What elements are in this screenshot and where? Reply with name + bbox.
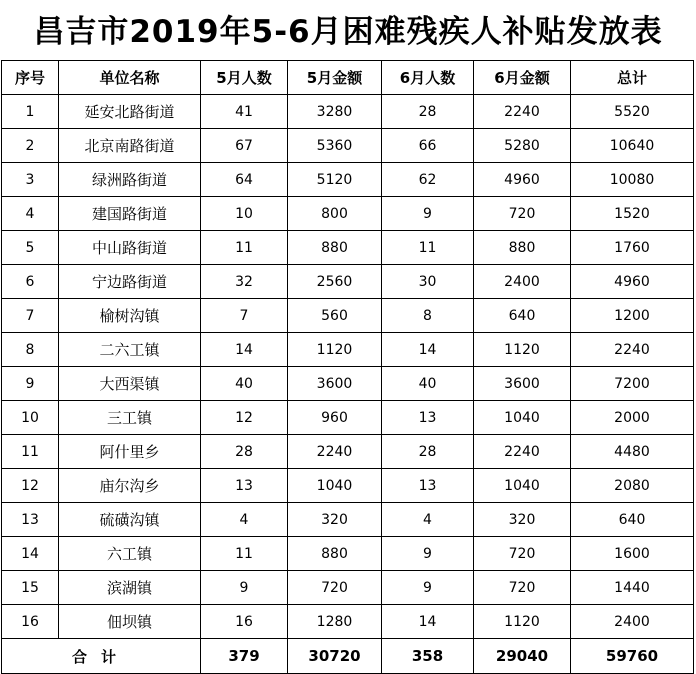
table-row: [2, 571, 694, 605]
row-may-amount: 2560: [288, 265, 382, 299]
row-jun-count: 9: [382, 571, 474, 605]
total-row: [2, 639, 694, 674]
row-jun-amount: 2240: [474, 95, 571, 129]
row-jun-count: 13: [382, 401, 474, 435]
row-unit-name: 北京南路街道: [59, 129, 201, 163]
row-may-amount: 720: [288, 571, 382, 605]
row-may-amount: 1120: [288, 333, 382, 367]
row-total: 640: [571, 503, 694, 537]
row-jun-amount: 720: [474, 197, 571, 231]
total-jun-count: 358: [382, 639, 474, 674]
header-jun-count: 6月人数: [382, 61, 474, 95]
row-total: 2000: [571, 401, 694, 435]
header-may-count: 5月人数: [201, 61, 288, 95]
table-row: [2, 197, 694, 231]
table-row: [2, 605, 694, 639]
row-jun-amount: 2240: [474, 435, 571, 469]
row-total: 1440: [571, 571, 694, 605]
row-total: 4960: [571, 265, 694, 299]
row-unit-name: 阿什里乡: [59, 435, 201, 469]
row-total: 5520: [571, 95, 694, 129]
row-jun-amount: 1040: [474, 401, 571, 435]
row-jun-count: 40: [382, 367, 474, 401]
header-unit-name: 单位名称: [59, 61, 201, 95]
row-jun-count: 8: [382, 299, 474, 333]
row-jun-count: 28: [382, 435, 474, 469]
table-row: [2, 163, 694, 197]
row-unit-name: 滨湖镇: [59, 571, 201, 605]
row-jun-amount: 1040: [474, 469, 571, 503]
row-jun-amount: 640: [474, 299, 571, 333]
header-may-amount: 5月金额: [288, 61, 382, 95]
table-row: [2, 469, 694, 503]
row-unit-name: 三工镇: [59, 401, 201, 435]
row-unit-name: 佃坝镇: [59, 605, 201, 639]
total-may-amount: 30720: [288, 639, 382, 674]
row-may-count: 4: [201, 503, 288, 537]
row-index: 5: [2, 231, 59, 265]
total-jun-amount: 29040: [474, 639, 571, 674]
header-row: [2, 61, 694, 95]
row-unit-name: 庙尔沟乡: [59, 469, 201, 503]
total-grand: 59760: [571, 639, 694, 674]
row-total: 2080: [571, 469, 694, 503]
row-may-count: 64: [201, 163, 288, 197]
table-row: [2, 299, 694, 333]
row-may-count: 7: [201, 299, 288, 333]
subsidy-table: [1, 60, 694, 674]
row-jun-amount: 2400: [474, 265, 571, 299]
row-may-count: 12: [201, 401, 288, 435]
row-index: 14: [2, 537, 59, 571]
row-may-amount: 2240: [288, 435, 382, 469]
row-index: 1: [2, 95, 59, 129]
row-total: 2400: [571, 605, 694, 639]
row-index: 6: [2, 265, 59, 299]
row-index: 2: [2, 129, 59, 163]
row-may-count: 9: [201, 571, 288, 605]
table-row: [2, 231, 694, 265]
row-may-amount: 3600: [288, 367, 382, 401]
row-may-count: 13: [201, 469, 288, 503]
table-row: [2, 537, 694, 571]
total-may-count: 379: [201, 639, 288, 674]
table-row: [2, 95, 694, 129]
table-row: [2, 503, 694, 537]
row-may-count: 11: [201, 537, 288, 571]
row-unit-name: 榆树沟镇: [59, 299, 201, 333]
row-jun-amount: 720: [474, 571, 571, 605]
header-jun-amount: 6月金额: [474, 61, 571, 95]
row-unit-name: 中山路街道: [59, 231, 201, 265]
row-jun-count: 14: [382, 605, 474, 639]
row-may-count: 28: [201, 435, 288, 469]
row-index: 7: [2, 299, 59, 333]
row-jun-count: 14: [382, 333, 474, 367]
table-row: [2, 367, 694, 401]
row-may-amount: 5120: [288, 163, 382, 197]
row-unit-name: 二六工镇: [59, 333, 201, 367]
row-unit-name: 建国路街道: [59, 197, 201, 231]
row-may-count: 67: [201, 129, 288, 163]
row-total: 10080: [571, 163, 694, 197]
page-title: 昌吉市2019年5-6月困难残疾人补贴发放表: [33, 14, 663, 50]
row-may-count: 11: [201, 231, 288, 265]
header-index: 序号: [2, 61, 59, 95]
row-total: 1200: [571, 299, 694, 333]
row-jun-amount: 880: [474, 231, 571, 265]
table-row: [2, 435, 694, 469]
row-index: 10: [2, 401, 59, 435]
row-may-amount: 880: [288, 537, 382, 571]
row-unit-name: 六工镇: [59, 537, 201, 571]
table-footer: [2, 639, 694, 674]
row-jun-amount: 320: [474, 503, 571, 537]
row-index: 16: [2, 605, 59, 639]
row-jun-count: 66: [382, 129, 474, 163]
table-body: [2, 95, 694, 639]
row-may-count: 10: [201, 197, 288, 231]
table-row: [2, 129, 694, 163]
row-index: 11: [2, 435, 59, 469]
table-row: [2, 265, 694, 299]
total-label: 合计: [2, 639, 201, 674]
header-total: 总计: [571, 61, 694, 95]
row-jun-count: 9: [382, 197, 474, 231]
row-total: 1520: [571, 197, 694, 231]
row-unit-name: 大西渠镇: [59, 367, 201, 401]
row-index: 4: [2, 197, 59, 231]
row-jun-amount: 5280: [474, 129, 571, 163]
row-may-amount: 560: [288, 299, 382, 333]
table-header: [2, 61, 694, 95]
row-may-count: 32: [201, 265, 288, 299]
row-may-amount: 1040: [288, 469, 382, 503]
row-may-count: 16: [201, 605, 288, 639]
row-may-amount: 3280: [288, 95, 382, 129]
row-jun-count: 13: [382, 469, 474, 503]
row-may-count: 40: [201, 367, 288, 401]
row-jun-count: 11: [382, 231, 474, 265]
row-total: 1600: [571, 537, 694, 571]
row-jun-amount: 1120: [474, 333, 571, 367]
row-index: 9: [2, 367, 59, 401]
row-unit-name: 绿洲路街道: [59, 163, 201, 197]
row-jun-amount: 4960: [474, 163, 571, 197]
row-may-count: 41: [201, 95, 288, 129]
row-may-count: 14: [201, 333, 288, 367]
row-index: 8: [2, 333, 59, 367]
row-jun-count: 9: [382, 537, 474, 571]
row-may-amount: 800: [288, 197, 382, 231]
row-total: 2240: [571, 333, 694, 367]
row-total: 10640: [571, 129, 694, 163]
row-jun-amount: 720: [474, 537, 571, 571]
row-unit-name: 延安北路街道: [59, 95, 201, 129]
row-jun-amount: 3600: [474, 367, 571, 401]
row-jun-count: 28: [382, 95, 474, 129]
row-jun-count: 30: [382, 265, 474, 299]
row-total: 1760: [571, 231, 694, 265]
row-jun-count: 4: [382, 503, 474, 537]
row-unit-name: 硫磺沟镇: [59, 503, 201, 537]
row-may-amount: 960: [288, 401, 382, 435]
table-row: [2, 333, 694, 367]
row-jun-count: 62: [382, 163, 474, 197]
table-row: [2, 401, 694, 435]
row-unit-name: 宁边路街道: [59, 265, 201, 299]
row-index: 3: [2, 163, 59, 197]
row-may-amount: 320: [288, 503, 382, 537]
row-may-amount: 1280: [288, 605, 382, 639]
row-may-amount: 880: [288, 231, 382, 265]
row-jun-amount: 1120: [474, 605, 571, 639]
row-index: 12: [2, 469, 59, 503]
row-total: 4480: [571, 435, 694, 469]
row-index: 13: [2, 503, 59, 537]
row-may-amount: 5360: [288, 129, 382, 163]
row-total: 7200: [571, 367, 694, 401]
row-index: 15: [2, 571, 59, 605]
